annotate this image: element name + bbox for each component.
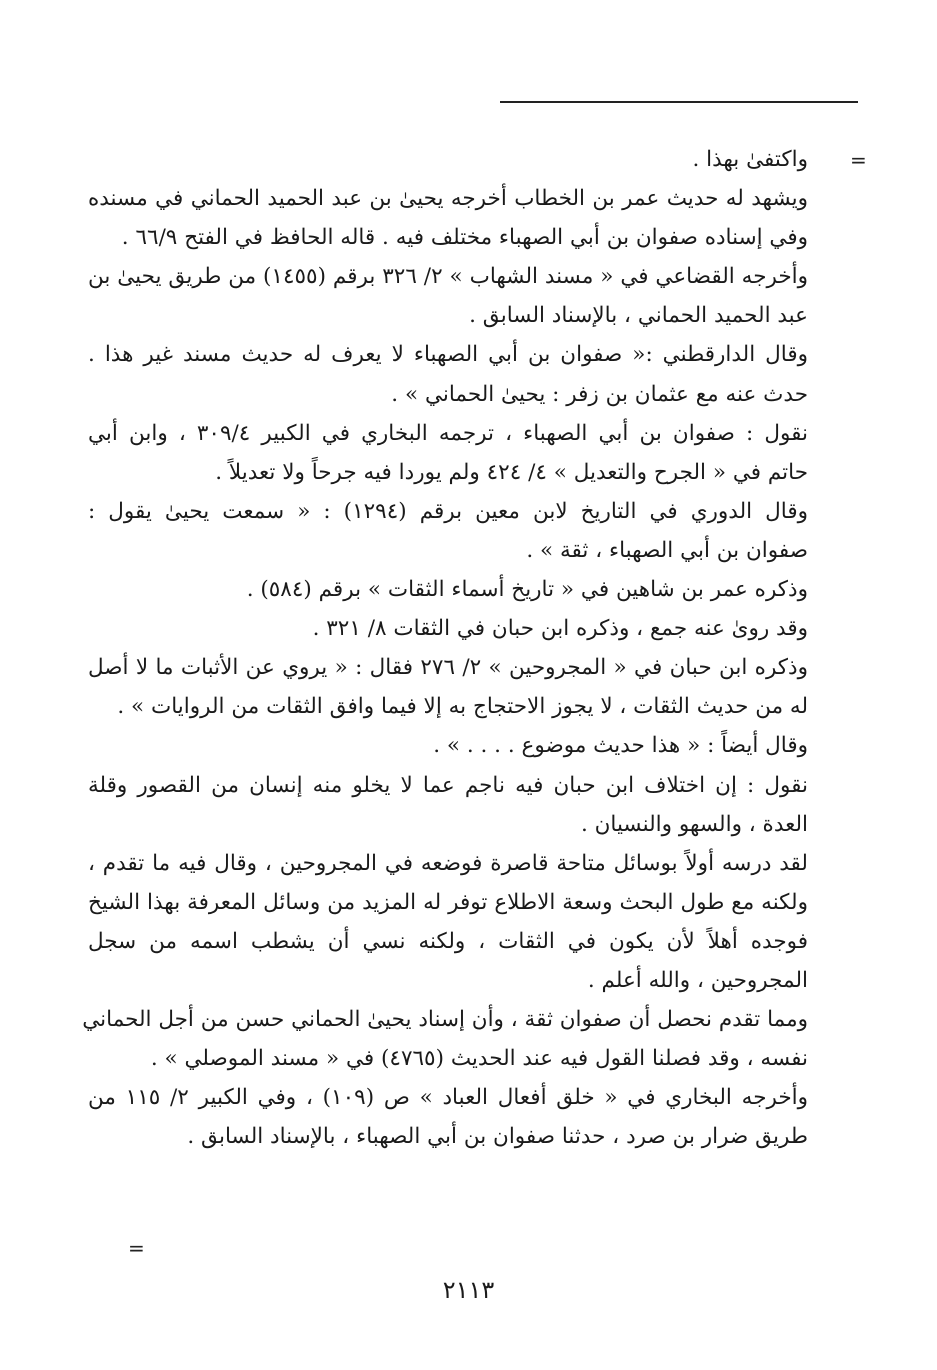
text-line: له من حديث الثقات ، لا يجوز الاحتجاج به إلا فيما وافق الثقات من الروايات » . <box>117 694 808 720</box>
text-line: وقال الدوري في التاريخ لابن معين برقم (١٢٩٤) : « سمعت يحيىٰ يقول : <box>88 498 808 524</box>
text-line: وفي إسناده صفوان بن أبي الصهباء مختلف فيه . قاله الحافظ في الفتح ٦٦/٩ . <box>121 225 808 251</box>
text-line: العدة ، والسهو والنسيان . <box>580 811 808 837</box>
text-line: لقد درسه أولاً بوسائل متاحة قاصرة فوضعه في المجروحين ، وقال فيه ما تقدم ، <box>88 850 808 876</box>
text-line: وقال أيضاً : « هذا حديث موضوع . . . . » . <box>433 733 808 759</box>
text-line: وأخرجه القضاعي في « مسند الشهاب » ٢/ ٣٢٦ برقم (١٤٥٥) من طريق يحيىٰ بن <box>88 264 809 290</box>
text-line: ويشهد له حديث عمر بن الخطاب أخرجه يحيىٰ بن عبد الحميد الحماني في مسنده <box>88 186 808 212</box>
page-number: ٢١١٣ <box>442 1276 495 1304</box>
text-line: فوجده أهلاً لأن يكون في الثقات ، ولكنه نسي أن يشطب اسمه من سجل <box>88 928 808 954</box>
text-line: وذكره عمر بن شاهين في « تاريخ أسماء الثقات » برقم (٥٨٤) . <box>246 577 808 603</box>
text-line: طريق ضرار بن صرد ، حدثنا صفوان بن أبي الصهباء ، بالإسناد السابق . <box>187 1124 808 1150</box>
text-line: ولكنه مع طول البحث وسعة الاطلاع توفر له المزيد من وسائل المعرفة بهذا الشيخ <box>88 889 808 915</box>
text-line: حاتم في « الجرح والتعديل » ٤/ ٤٢٤ ولم يوردا فيه جرحاً ولا تعديلاً . <box>215 459 808 485</box>
text-line: وقد رویٰ عنه جمع ، وذكره ابن حبان في الثقات ٨/ ٣٢١ . <box>312 616 808 642</box>
footnote-separator-rule <box>500 101 858 103</box>
text-line: عبد الحميد الحماني ، بالإسناد السابق . <box>469 303 808 329</box>
continuation-mark-bottom: = <box>128 1236 145 1260</box>
text-line: وقال الدارقطني :« صفوان بن أبي الصهباء لا يعرف له حديث مسند غير هذا . <box>88 342 808 368</box>
text-line: وذكره ابن حبان في « المجروحين » ٢/ ٢٧٦ فقال : « يروي عن الأثبات ما لا أصل <box>88 655 808 681</box>
text-line: صفوان بن أبي الصهباء ، ثقة » . <box>526 537 808 563</box>
text-line: وأخرجه البخاري في « خلق أفعال العباد » ص (١٠٩) ، وفي الكبير ٢/ ١١٥ من <box>88 1085 808 1111</box>
footnote-text-block <box>82 140 809 1156</box>
text-line: واكتفىٰ بهذا . <box>692 147 808 172</box>
text-line: نقول : صفوان بن أبي الصهباء ، ترجمه البخاري في الكبير ٣٠٩/٤ ، وابن أبي <box>88 420 808 446</box>
text-line: حدث عنه مع عثمان بن زفر : يحيىٰ الحماني » . <box>391 381 808 407</box>
text-line: المجروحين ، والله أعلم . <box>587 967 808 993</box>
continuation-mark-top: = <box>850 148 867 172</box>
text-line: ومما تقدم نحصل أن صفوان ثقة ، وأن إسناد يحيىٰ الحماني حسن من أجل الحماني <box>82 1007 808 1033</box>
text-line: نقول : إن اختلاف ابن حبان فيه ناجم عما لا يخلو منه إنسان من القصور وقلة <box>88 772 808 798</box>
text-line: نفسه ، وقد فصلنا القول فيه عند الحديث (٤٧٦٥) في « مسند الموصلي » . <box>150 1046 808 1072</box>
